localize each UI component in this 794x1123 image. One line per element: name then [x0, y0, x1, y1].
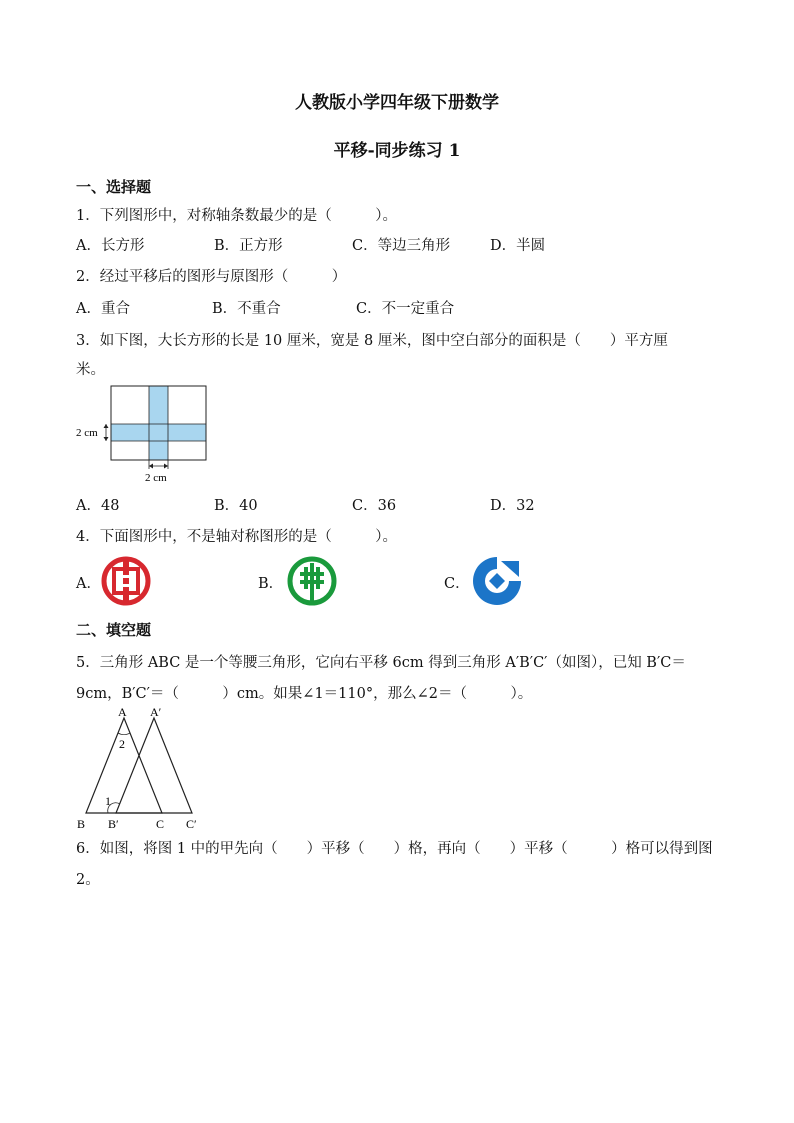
q5-label-a: A [118, 705, 127, 719]
q3-label-left: 2 cm [76, 427, 98, 439]
q4-logo-c-icon [470, 554, 524, 608]
q3-option-d: D．32 [490, 498, 535, 514]
q2-option-c: C．不一定重合 [356, 301, 455, 317]
page-title: 人教版小学四年级下册数学 [295, 93, 499, 113]
q1-option-b: B．正方形 [214, 238, 283, 254]
q2-stem: 2．经过平移后的图形与原图形（ ） [76, 269, 347, 285]
q4-option-a: A． [76, 576, 101, 592]
q3-option-b: B．40 [214, 498, 258, 514]
q5-triangle-figure [74, 703, 214, 833]
q4-logo-b-icon [286, 555, 338, 607]
q3-option-a: A．48 [76, 498, 120, 514]
q5-label-a-prime: A′ [150, 705, 162, 719]
q1-option-a: A．长方形 [76, 238, 145, 254]
q5-line2: 9cm，B′C′＝（ ）cm。如果∠1＝110°，那么∠2＝（ ）。 [76, 686, 533, 702]
q5-triangle-abc [86, 718, 162, 813]
q5-angle-1: 1 [105, 794, 111, 808]
q3-vertical-strip [149, 386, 168, 460]
q3-stem-line2: 米。 [76, 362, 105, 378]
q5-line1: 5．三角形 ABC 是一个等腰三角形，它向右平移 6cm 得到三角形 A′B′C′（如图），已知 B′C＝ [76, 655, 686, 671]
q5-triangle-abc-prime [116, 718, 192, 813]
q4-option-b: B． [258, 576, 284, 592]
q1-stem: 1．下列图形中，对称轴条数最少的是（ ）。 [76, 208, 397, 224]
q3-option-c: C．36 [352, 498, 397, 514]
q5-angle-2: 2 [119, 737, 125, 751]
q2-option-b: B．不重合 [212, 301, 281, 317]
q4-option-c: C． [444, 576, 470, 592]
q4-logo-a-icon [100, 555, 152, 607]
q5-label-b: B [77, 817, 86, 831]
q3-horizontal-strip [111, 424, 206, 441]
q1-option-c: C．等边三角形 [352, 238, 451, 254]
page-subtitle: 平移-同步练习 1 [333, 141, 461, 161]
q6-line2: 2。 [76, 872, 100, 888]
section-choice-heading: 一、选择题 [76, 178, 152, 196]
section-fill-heading: 二、填空题 [76, 621, 152, 639]
q3-rectangle-figure [72, 384, 214, 484]
q4-stem: 4．下面图形中，不是轴对称图形的是（ ）。 [76, 529, 397, 545]
q5-label-c-prime: C′ [186, 817, 197, 831]
q2-option-a: A．重合 [76, 301, 130, 317]
q1-option-d: D．半圆 [490, 238, 546, 254]
q3-stem-line1: 3．如下图，大长方形的长是 10 厘米，宽是 8 厘米，图中空白部分的面积是（ ）平方厘 [76, 333, 668, 349]
q3-label-bottom: 2 cm [145, 472, 167, 484]
q6-line1: 6．如图，将图 1 中的甲先向（ ）平移（ ）格，再向（ ）平移（ ）格可以得到图 [76, 841, 713, 857]
q5-label-c: C [156, 817, 165, 831]
q5-label-b-prime: B′ [108, 817, 119, 831]
